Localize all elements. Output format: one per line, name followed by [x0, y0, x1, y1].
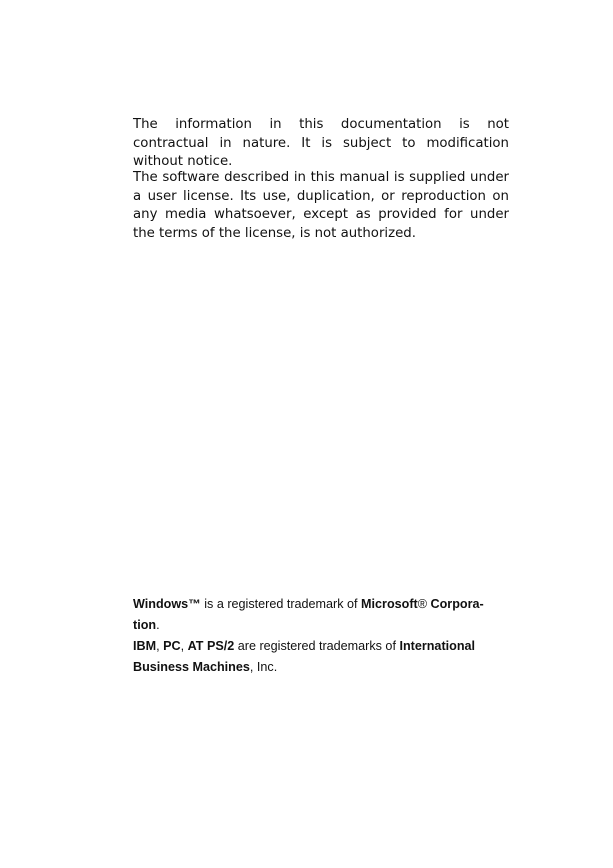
notice-paragraph-license: The software described in this manual is supplied under a user license. Its use, duplication, or reproduction on any media whatsoever, except as provided for under the terms of the license, is not authorized. — [133, 170, 509, 241]
trademark-ibm-mark: IBM — [133, 639, 157, 653]
trademark-ibm-text: are registered trademarks of — [234, 639, 400, 653]
trademark-windows-end: . — [156, 618, 160, 632]
trademark-corporation-name: Corpora-tion — [133, 597, 484, 632]
trademark-ibm — [133, 636, 493, 678]
trademark-microsoft-name: Microsoft — [361, 597, 418, 611]
trademark-windows-brand: Windows™ — [133, 597, 201, 611]
trademark-pc-mark: PC — [163, 639, 181, 653]
trademarks-notice — [133, 594, 493, 678]
trademark-ibm-end: , Inc. — [249, 660, 278, 674]
trademark-sep-2: , — [180, 639, 188, 653]
trademark-atps2-mark: AT PS/2 — [187, 639, 235, 653]
trademark-windows — [133, 594, 493, 636]
trademark-sep-1: , — [156, 639, 164, 653]
trademark-ibm-owner: International Business Machines — [133, 639, 476, 674]
trademark-windows-text: is a registered trademark of — [200, 597, 362, 611]
notice-paragraph-contractual: The information in this documentation is not contractual in nature. It is subject to modification without notice. — [133, 117, 509, 169]
registered-mark: ® — [417, 597, 427, 611]
